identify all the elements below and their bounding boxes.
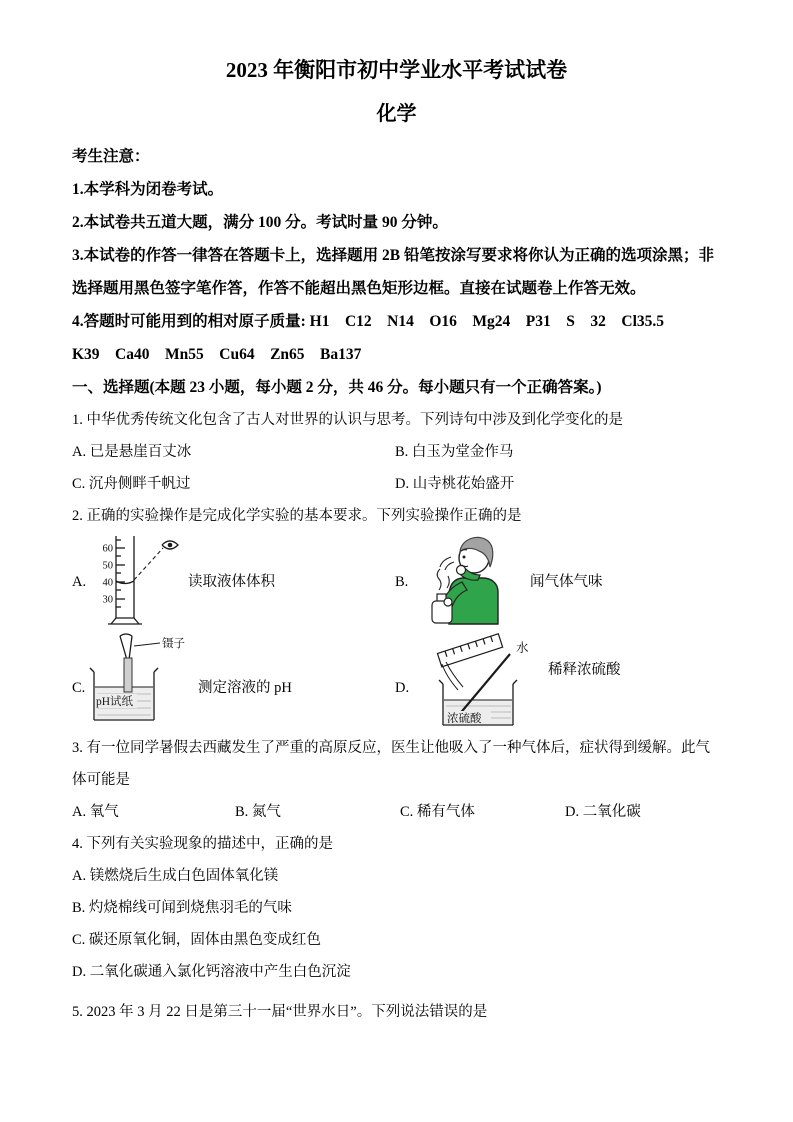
q2-figures [72,532,721,732]
tweezers-icon [120,634,132,660]
exam-subject: 化学 [376,103,417,125]
notice-item-2: 2.本试卷共五道大题，满分 100 分。考试时量 90 分钟。 [72,214,448,231]
q2-caption-d: 稀释浓硫酸 [548,662,621,678]
q1-option-a: A. 已是悬崖百丈冰 [72,444,192,460]
cylinder-tick-label: 50 [102,560,113,572]
q1-stem: 1. 中华优秀传统文化包含了古人对世界的认识与思考。下列诗句中涉及到化学变化的是 [72,412,623,428]
figure-a-read-volume [86,532,186,630]
cylinder-tick-label: 60 [102,543,113,555]
q2-caption-b: 闻气体气味 [530,574,603,590]
q2-option-b-label: B. [395,574,409,590]
tweezers-label: 镊子 [162,638,185,650]
q1-option-d: D. 山寺桃花始盛开 [395,476,515,492]
q2-stem: 2. 正确的实验操作是完成化学实验的基本要求。下列实验操作正确的是 [72,508,522,524]
q2-option-a-label: A. [72,574,87,590]
exam-content [72,0,721,1028]
q1-options [72,436,721,500]
q5-stem: 5. 2023 年 3 月 22 日是第三十一届“世界水日”。下列说法错误的是 [72,1004,488,1020]
q3-option-b: B. 氮气 [235,804,281,820]
figure-b-smell-gas [416,532,524,630]
q1-option-b: B. 白玉为堂金作马 [395,444,514,460]
q2-option-d-label: D. [395,680,410,696]
water-label: 水 [516,641,529,655]
q3-options [72,796,721,828]
candidate-notice [72,140,721,371]
q2-caption-c: 测定溶液的 pH [198,680,292,696]
q2-caption-a: 读取液体体积 [188,574,275,590]
figure-c-ph-test [86,632,198,730]
q3-option-c: C. 稀有气体 [400,804,475,820]
q1-option-c: C. 沉舟侧畔千帆过 [72,476,191,492]
ph-paper-label: pH试纸 [96,696,134,708]
notice-item-4-line-2: K39 Ca40 Mn55 Cu64 Zn65 Ba137 [72,346,362,363]
q4-option-c: C. 碳还原氧化铜，固体由黑色变成红色 [72,932,321,948]
cylinder-tick-label: 30 [102,594,113,606]
q4-option-a: A. 镁燃烧后生成白色固体氧化镁 [72,868,279,884]
q3-option-a: A. 氧气 [72,804,119,820]
exam-title: 2023 年衡阳市初中学业水平考试试卷 [225,58,568,82]
section-1-heading: 一、选择题(本题 23 小题，每小题 2 分，共 46 分。每小题只有一个正确答案。) [72,379,602,396]
notice-item-4-line-1: 4.答题时可能用到的相对原子质量: H1 C12 N14 O16 Mg24 P31 S 32 Cl35.5 [72,313,665,330]
notice-item-3: 3.本试卷的作答一律答在答题卡上，选择题用 2B 铅笔按涂写要求将你认为正确的选项涂黑；非选择题用黑色签字笔作答，作答不能超出黑色矩形边框。直接在试题卷上作答无效。 [72,247,714,297]
eye-icon [162,541,178,549]
q3-option-d: D. 二氧化碳 [565,804,641,820]
figure-d-dilute-acid [416,632,541,730]
acid-label: 浓硫酸 [447,713,482,725]
graduated-cylinder-icon [108,536,163,624]
q4-option-d: D. 二氧化碳通入氯化钙溶液中产生白色沉淀 [72,964,351,980]
q2-option-c-label: C. [72,680,86,696]
ph-paper-strip [124,658,132,692]
q4-stem: 4. 下列有关实验现象的描述中，正确的是 [72,836,333,852]
notice-heading: 考生注意： [72,148,150,165]
cylinder-scale-numbers [103,544,114,606]
person-smelling-icon [432,537,498,624]
cylinder-tick-label: 40 [102,577,113,589]
notice-item-1: 1.本学科为闭卷考试。 [72,181,224,198]
pouring-cylinder-icon [437,634,502,667]
q4-option-b: B. 灼烧棉线可闻到烧焦羽毛的气味 [72,900,292,916]
q3-stem: 3. 有一位同学暑假去西藏发生了严重的高原反应，医生让他吸入了一种气体后，症状得到缓解。此气体可能是 [72,740,710,788]
